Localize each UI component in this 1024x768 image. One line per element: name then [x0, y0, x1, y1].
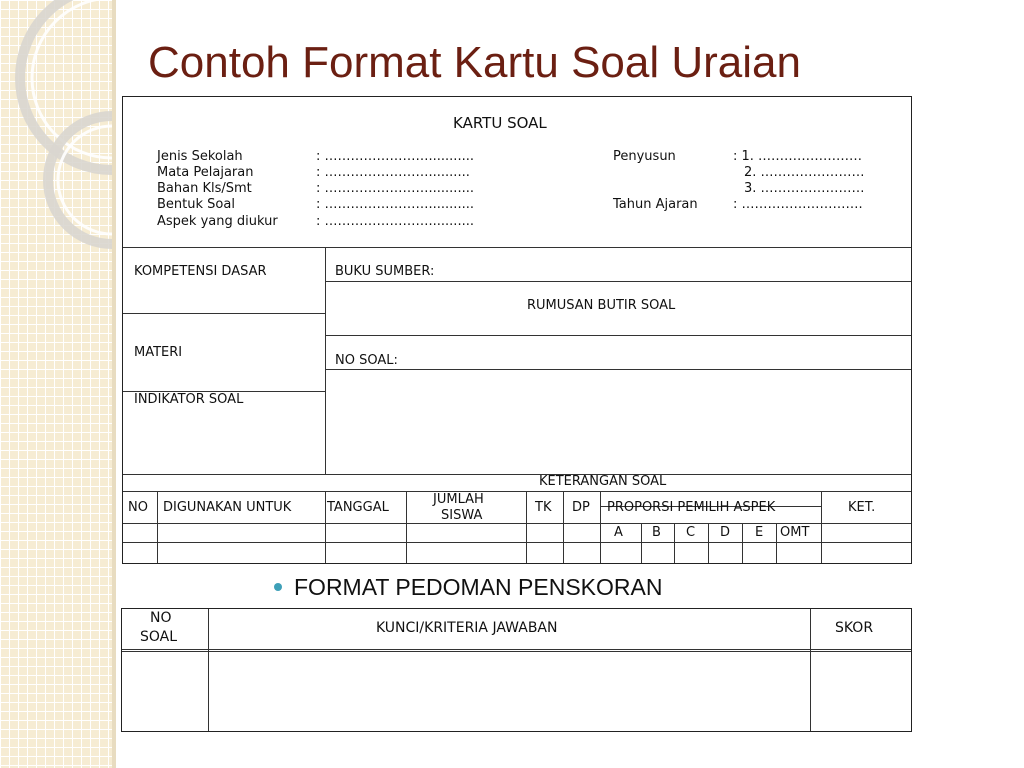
penyusun-value-3: 3. ……………………: [744, 181, 865, 196]
col-line-9: [708, 523, 709, 563]
col-option-omt: OMT: [780, 525, 810, 540]
decorative-sidebar: [0, 0, 112, 768]
pedoman-col-line-2: [810, 609, 811, 731]
pedoman-table: [121, 608, 912, 732]
divider-row-1: [123, 542, 911, 543]
kompetensi-dasar-label: KOMPETENSI DASAR: [134, 264, 267, 279]
divider-nosoal: [325, 369, 911, 370]
kartu-heading: KARTU SOAL: [453, 114, 547, 132]
field-aspek-label: Aspek yang diukur: [157, 214, 278, 229]
field-mapel-value: : ……………………..........: [316, 165, 470, 180]
pedoman-bullet: [274, 574, 662, 601]
col-line-6: [600, 491, 601, 563]
col-no: NO: [128, 500, 148, 515]
col-line-7: [641, 523, 642, 563]
pedoman-header-line: [122, 649, 911, 650]
col-dp: DP: [572, 500, 590, 515]
pedoman-kunci: KUNCI/KRITERIA JAWABAN: [376, 620, 558, 636]
col-line-12: [821, 491, 822, 563]
divider-cols-bottom: [123, 523, 911, 524]
rumusan-butir-label: RUMUSAN BUTIR SOAL: [527, 298, 676, 313]
field-jenis-label: Jenis Sekolah: [157, 149, 243, 164]
penyusun-label: Penyusun: [613, 149, 676, 164]
col-option-b: B: [652, 525, 661, 540]
divider-header: [123, 247, 911, 248]
col-option-a: A: [614, 525, 623, 540]
keterangan-soal-label: KETERANGAN SOAL: [539, 474, 667, 489]
sidebar-edge: [112, 0, 116, 768]
field-bentuk-value: : ……………………...........: [316, 197, 474, 212]
kartu-soal-card: [122, 96, 912, 564]
col-line-2: [325, 491, 326, 563]
pedoman-col-line-1: [208, 609, 209, 731]
col-jumlah-2: SISWA: [441, 508, 483, 523]
pedoman-no-2: SOAL: [140, 629, 178, 645]
col-tk: TK: [535, 500, 552, 515]
no-soal-label: NO SOAL:: [335, 353, 398, 368]
col-option-c: C: [686, 525, 696, 540]
col-option-e: E: [755, 525, 764, 540]
col-line-8: [674, 523, 675, 563]
divider-rumusan: [325, 335, 911, 336]
col-line-3: [406, 491, 407, 563]
divider-cols-top: [123, 491, 911, 492]
slide-title: Contoh Format Kartu Soal Uraian: [148, 38, 801, 87]
field-mapel-label: Mata Pelajaran: [157, 165, 254, 180]
field-bentuk-label: Bentuk Soal: [157, 197, 235, 212]
col-jumlah-1: JUMLAH: [433, 492, 484, 507]
pedoman-skor: SKOR: [835, 620, 874, 636]
field-bahan-value: : ……………………...........: [316, 181, 474, 196]
tahun-ajaran-value: : ……………………….: [733, 197, 863, 212]
field-aspek-value: : ……………………...........: [316, 214, 474, 229]
col-option-d: D: [720, 525, 731, 540]
col-line-10: [742, 523, 743, 563]
col-ket: KET.: [848, 500, 876, 515]
tahun-ajaran-label: Tahun Ajaran: [613, 197, 698, 212]
col-proporsi: PROPORSI PEMILIH ASPEK: [607, 500, 776, 515]
materi-label: MATERI: [134, 345, 183, 360]
divider-keterangan-top: [123, 474, 911, 475]
decorative-circles: [0, 0, 112, 768]
col-line-1: [157, 491, 158, 563]
penyusun-value-1: : 1. ……………………: [733, 149, 863, 164]
pedoman-bullet-text: FORMAT PEDOMAN PENSKORAN: [294, 574, 663, 600]
col-tanggal: TANGGAL: [327, 500, 389, 515]
bullet-dot-icon: [274, 583, 282, 591]
col-line-4: [526, 491, 527, 563]
field-bahan-label: Bahan Kls/Smt: [157, 181, 252, 196]
pedoman-header-line-2: [122, 651, 911, 652]
col-digunakan: DIGUNAKAN UNTUK: [163, 500, 292, 515]
col-line-5: [563, 491, 564, 563]
field-jenis-value: : ……………………...........: [316, 149, 474, 164]
buku-sumber-label: BUKU SUMBER:: [335, 264, 435, 279]
pedoman-no-1: NO: [150, 610, 172, 626]
col-line-11: [776, 523, 777, 563]
penyusun-value-2: 2. ……………………: [744, 165, 865, 180]
divider-kompetensi: [123, 313, 325, 314]
indikator-soal-label: INDIKATOR SOAL: [134, 392, 244, 407]
divider-buku: [325, 281, 911, 282]
